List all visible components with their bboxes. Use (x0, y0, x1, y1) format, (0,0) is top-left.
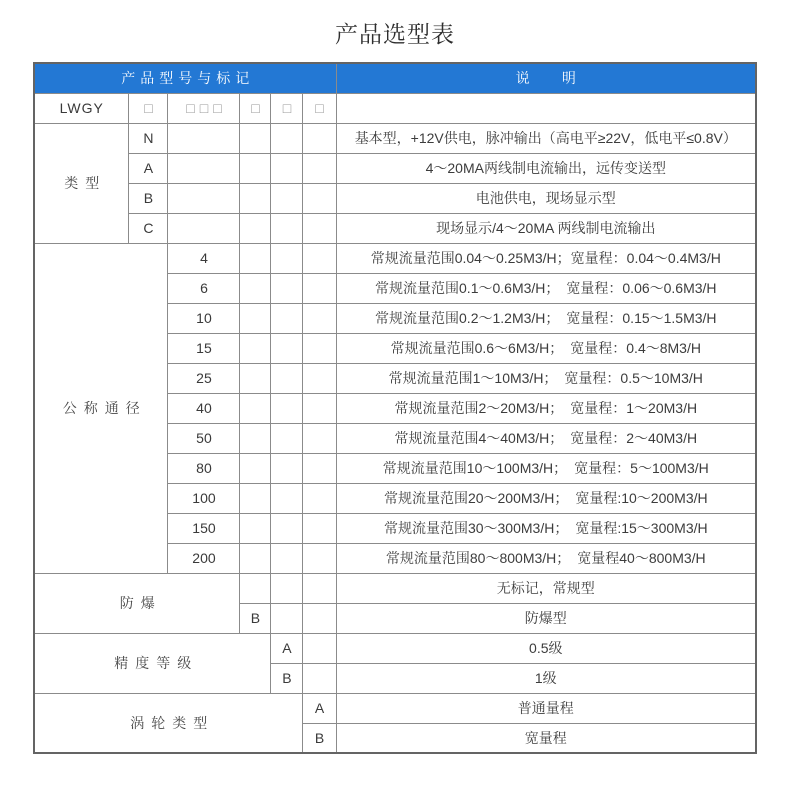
empty-cell (240, 213, 271, 243)
empty-cell (271, 153, 303, 183)
table-row (34, 183, 756, 213)
code-cell: N (129, 123, 168, 153)
empty-cell (240, 543, 271, 573)
description-cell: 常规流量范围30～300M3/H； 宽量程:15～300M3/H (336, 513, 756, 543)
description-cell: 常规流量范围20～200M3/H； 宽量程:10～200M3/H (336, 483, 756, 513)
code-cell: B (271, 663, 303, 693)
empty-cell (240, 123, 271, 153)
empty-cell (240, 483, 271, 513)
empty-cell (303, 633, 336, 663)
table-row (34, 153, 756, 183)
description-cell: 宽量程 (336, 723, 756, 753)
description-cell: 常规流量范围1～10M3/H； 宽量程：0.5～10M3/H (336, 363, 756, 393)
description-cell: 普通量程 (336, 693, 756, 723)
table-row (34, 633, 756, 663)
header-description: 说明 (336, 63, 756, 93)
empty-cell (168, 183, 240, 213)
empty-cell (303, 393, 336, 423)
description-cell: 常规流量范围10～100M3/H； 宽量程：5～100M3/H (336, 453, 756, 483)
code-cell: B (240, 603, 271, 633)
description-cell: 1级 (336, 663, 756, 693)
section-label-turbine: 涡轮类型 (34, 693, 303, 753)
empty-cell (303, 363, 336, 393)
empty-cell (271, 243, 303, 273)
empty-cell (240, 333, 271, 363)
empty-cell (303, 303, 336, 333)
empty-cell (303, 483, 336, 513)
empty-cell (240, 363, 271, 393)
table-row (34, 693, 756, 723)
empty-cell (240, 453, 271, 483)
code-cell: C (129, 213, 168, 243)
description-cell: 无标记，常规型 (336, 573, 756, 603)
product-selection-table (33, 62, 757, 754)
code-cell: 100 (168, 483, 240, 513)
empty-cell (336, 93, 756, 123)
description-cell: 常规流量范围0.04～0.25M3/H；宽量程：0.04～0.4M3/H (336, 243, 756, 273)
description-cell: 防爆型 (336, 603, 756, 633)
code-cell: 15 (168, 333, 240, 363)
empty-cell (271, 213, 303, 243)
model-row (34, 93, 756, 123)
description-cell: 4～20MA两线制电流输出，远传变送型 (336, 153, 756, 183)
mark-placeholder-diameter: □□□ (168, 93, 240, 123)
empty-cell (168, 213, 240, 243)
empty-cell (303, 603, 336, 633)
empty-cell (240, 393, 271, 423)
empty-cell (271, 393, 303, 423)
table-row (34, 573, 756, 603)
section-label-type: 类型 (34, 123, 129, 243)
code-cell: A (271, 633, 303, 663)
empty-cell (271, 333, 303, 363)
code-cell: A (129, 153, 168, 183)
mark-placeholder-type: □ (129, 93, 168, 123)
code-cell: 80 (168, 453, 240, 483)
code-cell: 25 (168, 363, 240, 393)
empty-cell (303, 123, 336, 153)
model-prefix: LWGY (34, 93, 129, 123)
code-cell: A (303, 693, 336, 723)
empty-cell (271, 363, 303, 393)
description-cell: 基本型，+12V供电，脉冲输出（高电平≥22V，低电平≤0.8V） (336, 123, 756, 153)
code-cell: 50 (168, 423, 240, 453)
code-cell: 200 (168, 543, 240, 573)
description-cell: 0.5级 (336, 633, 756, 663)
code-cell: 40 (168, 393, 240, 423)
code-cell: 4 (168, 243, 240, 273)
empty-cell (271, 603, 303, 633)
empty-cell (303, 573, 336, 603)
description-cell: 常规流量范围2～20M3/H； 宽量程：1～20M3/H (336, 393, 756, 423)
section-label-explosion: 防爆 (34, 573, 240, 633)
code-cell: 6 (168, 273, 240, 303)
description-cell: 现场显示/4～20MA 两线制电流输出 (336, 213, 756, 243)
empty-cell (303, 153, 336, 183)
empty-cell (271, 123, 303, 153)
empty-cell (271, 183, 303, 213)
empty-cell (168, 123, 240, 153)
empty-cell (240, 183, 271, 213)
code-cell: B (129, 183, 168, 213)
empty-cell (271, 543, 303, 573)
description-cell: 常规流量范围0.6～6M3/H； 宽量程：0.4～8M3/H (336, 333, 756, 363)
header-model-marking: 产品型号与标记 (34, 63, 336, 93)
empty-cell (240, 153, 271, 183)
mark-placeholder-explosion: □ (240, 93, 271, 123)
mark-placeholder-accuracy: □ (271, 93, 303, 123)
mark-placeholder-turbine: □ (303, 93, 336, 123)
empty-cell (303, 423, 336, 453)
empty-cell (303, 333, 336, 363)
empty-cell (303, 183, 336, 213)
empty-cell (271, 513, 303, 543)
empty-cell (271, 273, 303, 303)
description-cell: 常规流量范围0.1～0.6M3/H； 宽量程：0.06～0.6M3/H (336, 273, 756, 303)
empty-cell (271, 423, 303, 453)
empty-cell (303, 513, 336, 543)
description-cell: 常规流量范围0.2～1.2M3/H； 宽量程：0.15～1.5M3/H (336, 303, 756, 333)
description-cell: 常规流量范围80～800M3/H； 宽量程40～800M3/H (336, 543, 756, 573)
empty-cell (271, 303, 303, 333)
empty-cell (240, 303, 271, 333)
description-cell: 常规流量范围4～40M3/H； 宽量程：2～40M3/H (336, 423, 756, 453)
empty-cell (271, 453, 303, 483)
empty-cell (271, 573, 303, 603)
empty-cell (168, 153, 240, 183)
empty-cell (271, 483, 303, 513)
empty-cell (240, 243, 271, 273)
code-cell (240, 573, 271, 603)
empty-cell (303, 543, 336, 573)
empty-cell (303, 453, 336, 483)
description-cell: 电池供电，现场显示型 (336, 183, 756, 213)
empty-cell (303, 663, 336, 693)
table-header-row (34, 63, 756, 93)
table-row (34, 123, 756, 153)
page-title: 产品选型表 (335, 21, 455, 47)
empty-cell (303, 213, 336, 243)
code-cell: B (303, 723, 336, 753)
table-row (34, 243, 756, 273)
empty-cell (240, 513, 271, 543)
table-row (34, 213, 756, 243)
section-label-diameter: 公称通径 (34, 243, 168, 573)
empty-cell (240, 423, 271, 453)
code-cell: 10 (168, 303, 240, 333)
empty-cell (240, 273, 271, 303)
empty-cell (303, 273, 336, 303)
empty-cell (303, 243, 336, 273)
code-cell: 150 (168, 513, 240, 543)
section-label-accuracy: 精度等级 (34, 633, 271, 693)
